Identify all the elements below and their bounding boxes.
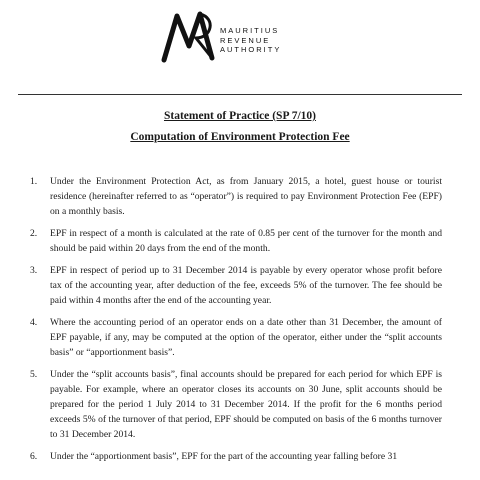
item-number: 6.	[30, 451, 38, 462]
org-line: REVENUE	[220, 35, 271, 45]
list-item	[30, 367, 442, 442]
list-item	[30, 226, 442, 256]
item-number: 3.	[30, 265, 38, 276]
item-text: Under the Environment Protection Act, as from January 2015, a hotel, guest house or tourist residence (hereinafter referred to as “operator”) is required to pay Environment Protection Fee (EPF) on a monthly basis.	[50, 176, 442, 217]
organization-name	[220, 26, 281, 55]
mra-logo-mark	[160, 8, 218, 66]
item-text: Under the “split accounts basis”, final accounts should be prepared for each period for which EPF is payable. For example, where an operator closes its accounts on 30 June, split accounts should be prepared for the period 1 July 2014 to 31 December 2014. If the profit for the 6 months period exceeds 5% of the turnover of that period, EPF should be computed on basis of the 6 months turnover to 31 December 2014.	[50, 369, 442, 440]
org-line: MAURITIUS	[220, 26, 280, 35]
item-text: EPF in respect of a month is calculated at the rate of 0.85 per cent of the turnover for the month and should be paid within 20 days from the end of the month.	[50, 228, 442, 254]
list-item	[30, 449, 442, 464]
list-item	[30, 263, 442, 308]
item-number: 5.	[30, 369, 38, 380]
org-line: AUTHORITY	[220, 45, 282, 54]
document-title: Statement of Practice (SP 7/10)	[163, 110, 316, 122]
mra-logo	[160, 6, 320, 68]
item-number: 1.	[30, 176, 38, 187]
header-divider	[18, 94, 462, 95]
item-text: Where the accounting period of an operator ends on a date other than 31 December, the amount of EPF payable, if any, may be computed at the option of the operator, either under the “split accounts basis” or “apportionment basis”.	[50, 317, 442, 358]
item-text: Under the “apportionment basis”, EPF for the part of the accounting year falling before 31	[50, 451, 398, 462]
list-item	[30, 174, 442, 219]
paragraph-list	[30, 174, 442, 471]
item-number: 2.	[30, 228, 38, 239]
document-subtitle: Computation of Environment Protection Fee	[130, 131, 350, 143]
list-item	[30, 315, 442, 360]
item-number: 4.	[30, 317, 38, 328]
item-text: EPF in respect of period up to 31 December 2014 is payable by every operator whose profit before tax of the accounting year, after deduction of the fee, exceeds 5% of the turnover. The fee should be paid within 4 months after the end of the accounting year.	[50, 265, 442, 306]
